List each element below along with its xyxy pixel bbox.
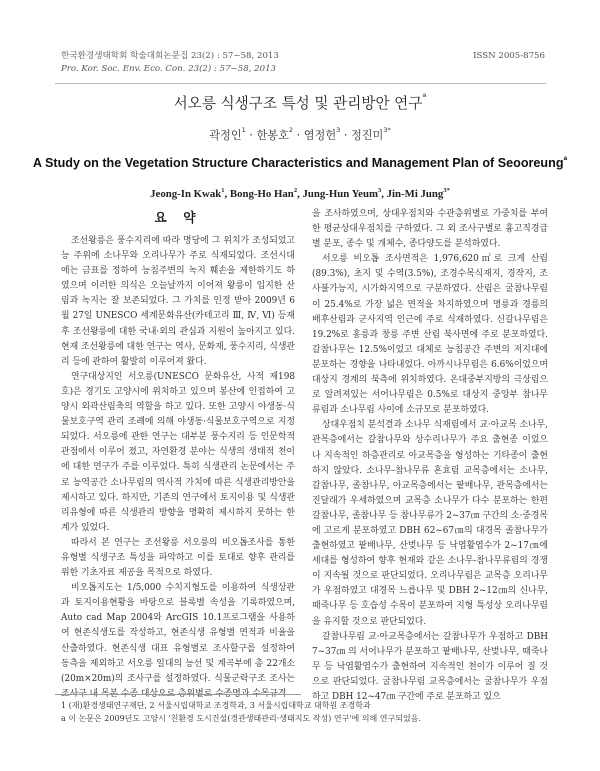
footnote-affiliations: 1 (재)환경생태연구재단, 2 서울시립대학교 조경학과, 3 서울시립대학교 대학원 조경학과 bbox=[61, 701, 371, 710]
author-en: Bong-Ho Han bbox=[229, 188, 294, 200]
paragraph: 갈참나무림 교·아교목층에서는 갈참나무가 우점하고 DBH 7~37㎝ 의 서어나무가 분포하고 팥배나무, 산벚나무, 때죽나무 등 낙엽활엽수가 출현하여 지속적인 천이가 이루어 질 것으로 판단되었다. 굴참나무림 교목층에서는 굴참나무가 우점하고 DBH 12~47㎝ 구간에 주로 분포하고 있으 bbox=[312, 631, 548, 702]
title-korean-sup: a bbox=[422, 91, 427, 99]
title-english-text: A Study on the Vegetation Structure Characteristics and Management Plan of Seooreung bbox=[32, 156, 564, 170]
journal-name-en: Pro. Kor. Soc. Env. Eco. Con. 23(2) : 57~58, 2013 bbox=[61, 64, 277, 74]
author-ko-sup: 1 bbox=[241, 126, 246, 134]
paragraph: 서오릉 비오톱 조사면적은 1,976,620㎡로 크게 산림(89.3%), 초지 및 수역(3.5%), 조경수목식재지, 경작지, 조사불가능지, 시가화지역으로 구분하였다. 산림은 굴참나무림이 25.4%로 가장 넓은 면적을 차지하였으며 명릉과 경릉의 배후산림과 군사지역 인근에 주로 식재하였다. 신갈나무림은 19.2%로 홍릉과 창릉 주변 산림 북사면에 주로 분포하였다. 갈참나무는 12.5%이었고 대체로 능침공간 주변의 저지대에 분포하는 경향을 나타내었다. 아까시나무림은 6.6%이었으며 대상지 경계의 북측에 위치하였다. 온대중부지방의 극상림으로 알려져있는 서어나무림은 0.5%로 대상지 중앙부 참나무류림과 소나무림 사이에 소규모로 분포하였다. bbox=[312, 254, 548, 416]
abstract-heading: 요 약 bbox=[154, 211, 202, 226]
author-ko-sup: 2 bbox=[288, 126, 294, 134]
author-en: Jeong-In Kwak bbox=[150, 188, 222, 200]
title-korean bbox=[0, 92, 600, 113]
journal-header bbox=[61, 50, 279, 76]
author-en-sup: 3 bbox=[377, 187, 382, 194]
author-ko-sup: 3* bbox=[383, 126, 391, 134]
paragraph: 비오톱지도는 1/5,000 수치지형도를 이용하여 식생상관과 토지이용현황을 바탕으로 블록별 속성을 기록하였으며, Auto cad Map 2004와 ArcGIS 10.1프로그램을 사용하여 현존식생도를 작성하고, 현존식생 유형별 면적과 비율을 산출하였다. 현존식생 대표 유형별로 조사할구를 설정하여 동측을 제외하고 서오릉 일대의 능선 및 계곡부에 총 22개소(20m×20m)의 조사구를 설정하였다. 식물군락구조 조사는 조사구 내 목본 수종 대상으로 층위별로 수종명과 수목규격 bbox=[61, 583, 295, 699]
paragraph: 연구대상지인 서오릉(UNESCO 문화유산, 사적 제198호)은 경기도 고양시에 위치하고 있으며 봉산에 인접하여 고양시 외곽산림축의 역할을 하고 있다. 또한 고양시 야생동·식물보호구역 관리 조례에 의해 야생동·식물보호구역으로 지정되었다. 서오릉에 관한 연구는 대부분 풍수지리 등 인문학적 관점에서 이루어 졌고, 자연환경 분야는 식생의 생태적 천이에 대한 연구가 주를 이루었다. 특히 식생관리 논문에서는 주로 능역공간 소나무림의 역사적 가치에 따른 식생관리방안을 제시하고 있다. 하지만, 기존의 연구에서 토지이용 및 식생관리유형에 따른 식생관리 방향을 명확히 제시하지 못하는 한계가 있었다. bbox=[61, 371, 295, 533]
paragraph: 따라서 본 연구는 조선왕릉 서오릉의 비오톱조사를 통한 유형별 식생구조 특성을 파악하고 이를 토대로 향후 관리를 위한 기초자료 제공을 목적으로 하였다. bbox=[61, 537, 295, 579]
journal-name-ko: 한국환경생태학회 학술대회논문집 23(2) : 57~58, 2013 bbox=[61, 51, 279, 61]
author-ko: 염정헌 bbox=[303, 129, 337, 142]
left-column bbox=[61, 234, 295, 702]
authors-english: Jeong-In Kwak$^1$, Bong-Ho Han$^2$, Jung-Hun Yeum$^3$, Jin-Mi Jung$^{3*}$ bbox=[150, 187, 450, 200]
author-en-sup: 1 bbox=[221, 187, 225, 194]
author-en-sup: 2 bbox=[293, 187, 298, 194]
author-en: Jung-Hun Yeum bbox=[302, 188, 378, 200]
title-korean-text: 서오릉 식생구조 특성 및 관리방안 연구 bbox=[173, 95, 423, 112]
paragraph: 조선왕릉은 풍수지리에 따라 명당에 그 위치가 조성되었고 능 주위에 소나무와 오리나무가 주로 식재되었다. 조선시대에는 금표를 정하여 능침주변의 녹지 훼손을 제한하기도 하였으며 이러한 의식은 오늘날까지 이어져 왕릉이 입지한 산림과 녹지는 잘 보존되었다. 그 가치를 인정 받아 2009년 6월 27일 UNESCO 세계문화유산(카테고리 Ⅲ, Ⅳ, Ⅵ) 등재 후 조선왕릉에 대한 국내·외의 관심과 지원이 높아지고 있다. 현재 조선왕릉에 대한 연구는 역사, 문화재, 풍수지리, 식생관리 등에 관하여 활발히 이루어져 왔다. bbox=[61, 236, 295, 367]
issn: ISSN 2005-8756 bbox=[473, 51, 545, 61]
title-english-sup: a bbox=[563, 155, 568, 162]
author-ko-sup: 3 bbox=[336, 126, 341, 134]
author-en: Jin-Mi Jung bbox=[386, 188, 444, 200]
right-column bbox=[312, 207, 548, 705]
title-english bbox=[0, 156, 600, 170]
author-ko: 곽정인 bbox=[209, 129, 242, 142]
header-rule bbox=[55, 83, 546, 84]
paragraph: 상대우점치 분석결과 소나무 식재림에서 교·아교목 소나무, 관목층에서는 갈참나무와 상수리나무가 주요 출현종 이었으나 지속적인 하층관리로 아교목층을 형성하는 기타종이 출현하지 않았다. 소나무-참나무류 혼효림 교목층에서는 소나무, 갈참나무, 졸참나무, 아교목층에서는 팥배나무, 관목층에서는 진달래가 우세하였으며 교목층 소나무가 다수 분포하는 한편 갈참나무, 졸참나무 등 참나무류가 2~37㎝ 구간의 소·중경목에 고르게 분포하였고 DBH 62~67㎝의 대경목 졸참나무가 출현하였고 팥배나무, 산벚나무 등 낙엽활엽수가 2~17㎝에 세대를 형성하여 향후 현재와 같은 소나무-참나무류림의 경쟁이 지속될 것으로 판단되었다. 오리나무림은 교목층 오리나무가 우점하였고 대경목 느릅나무 및 DBH 2~12㎝의 신나무, 때죽나무 등 호습성 수목이 분포하여 지형 특성상 오리나무림을 유지할 것으로 판단되었다. bbox=[312, 420, 548, 627]
footnote-rule bbox=[55, 694, 301, 695]
paragraph: 을 조사하였으며, 상대우점치와 수관층위별로 가중치를 부여한 평균상대우점치를 구하였다. 그 외 조사구별로 흉고직경급별 분포, 종수 및 개체수, 종다양도를 분석하였다. bbox=[312, 209, 548, 250]
author-en-sup: 3* bbox=[443, 187, 450, 194]
footnote-funding: a 이 논문은 2009년도 고양시 '친환경 도시건설(경관생태관리·생태지도 작성) 연구'에 의해 연구되었음. bbox=[61, 714, 421, 723]
author-ko: 한봉호 bbox=[256, 129, 289, 142]
author-ko: 정진미 bbox=[350, 129, 384, 142]
authors-korean: 곽정인$^1$ · 한봉호$^2$ · 염정헌$^3$ · 정진미$^{3*}$ bbox=[209, 126, 391, 142]
